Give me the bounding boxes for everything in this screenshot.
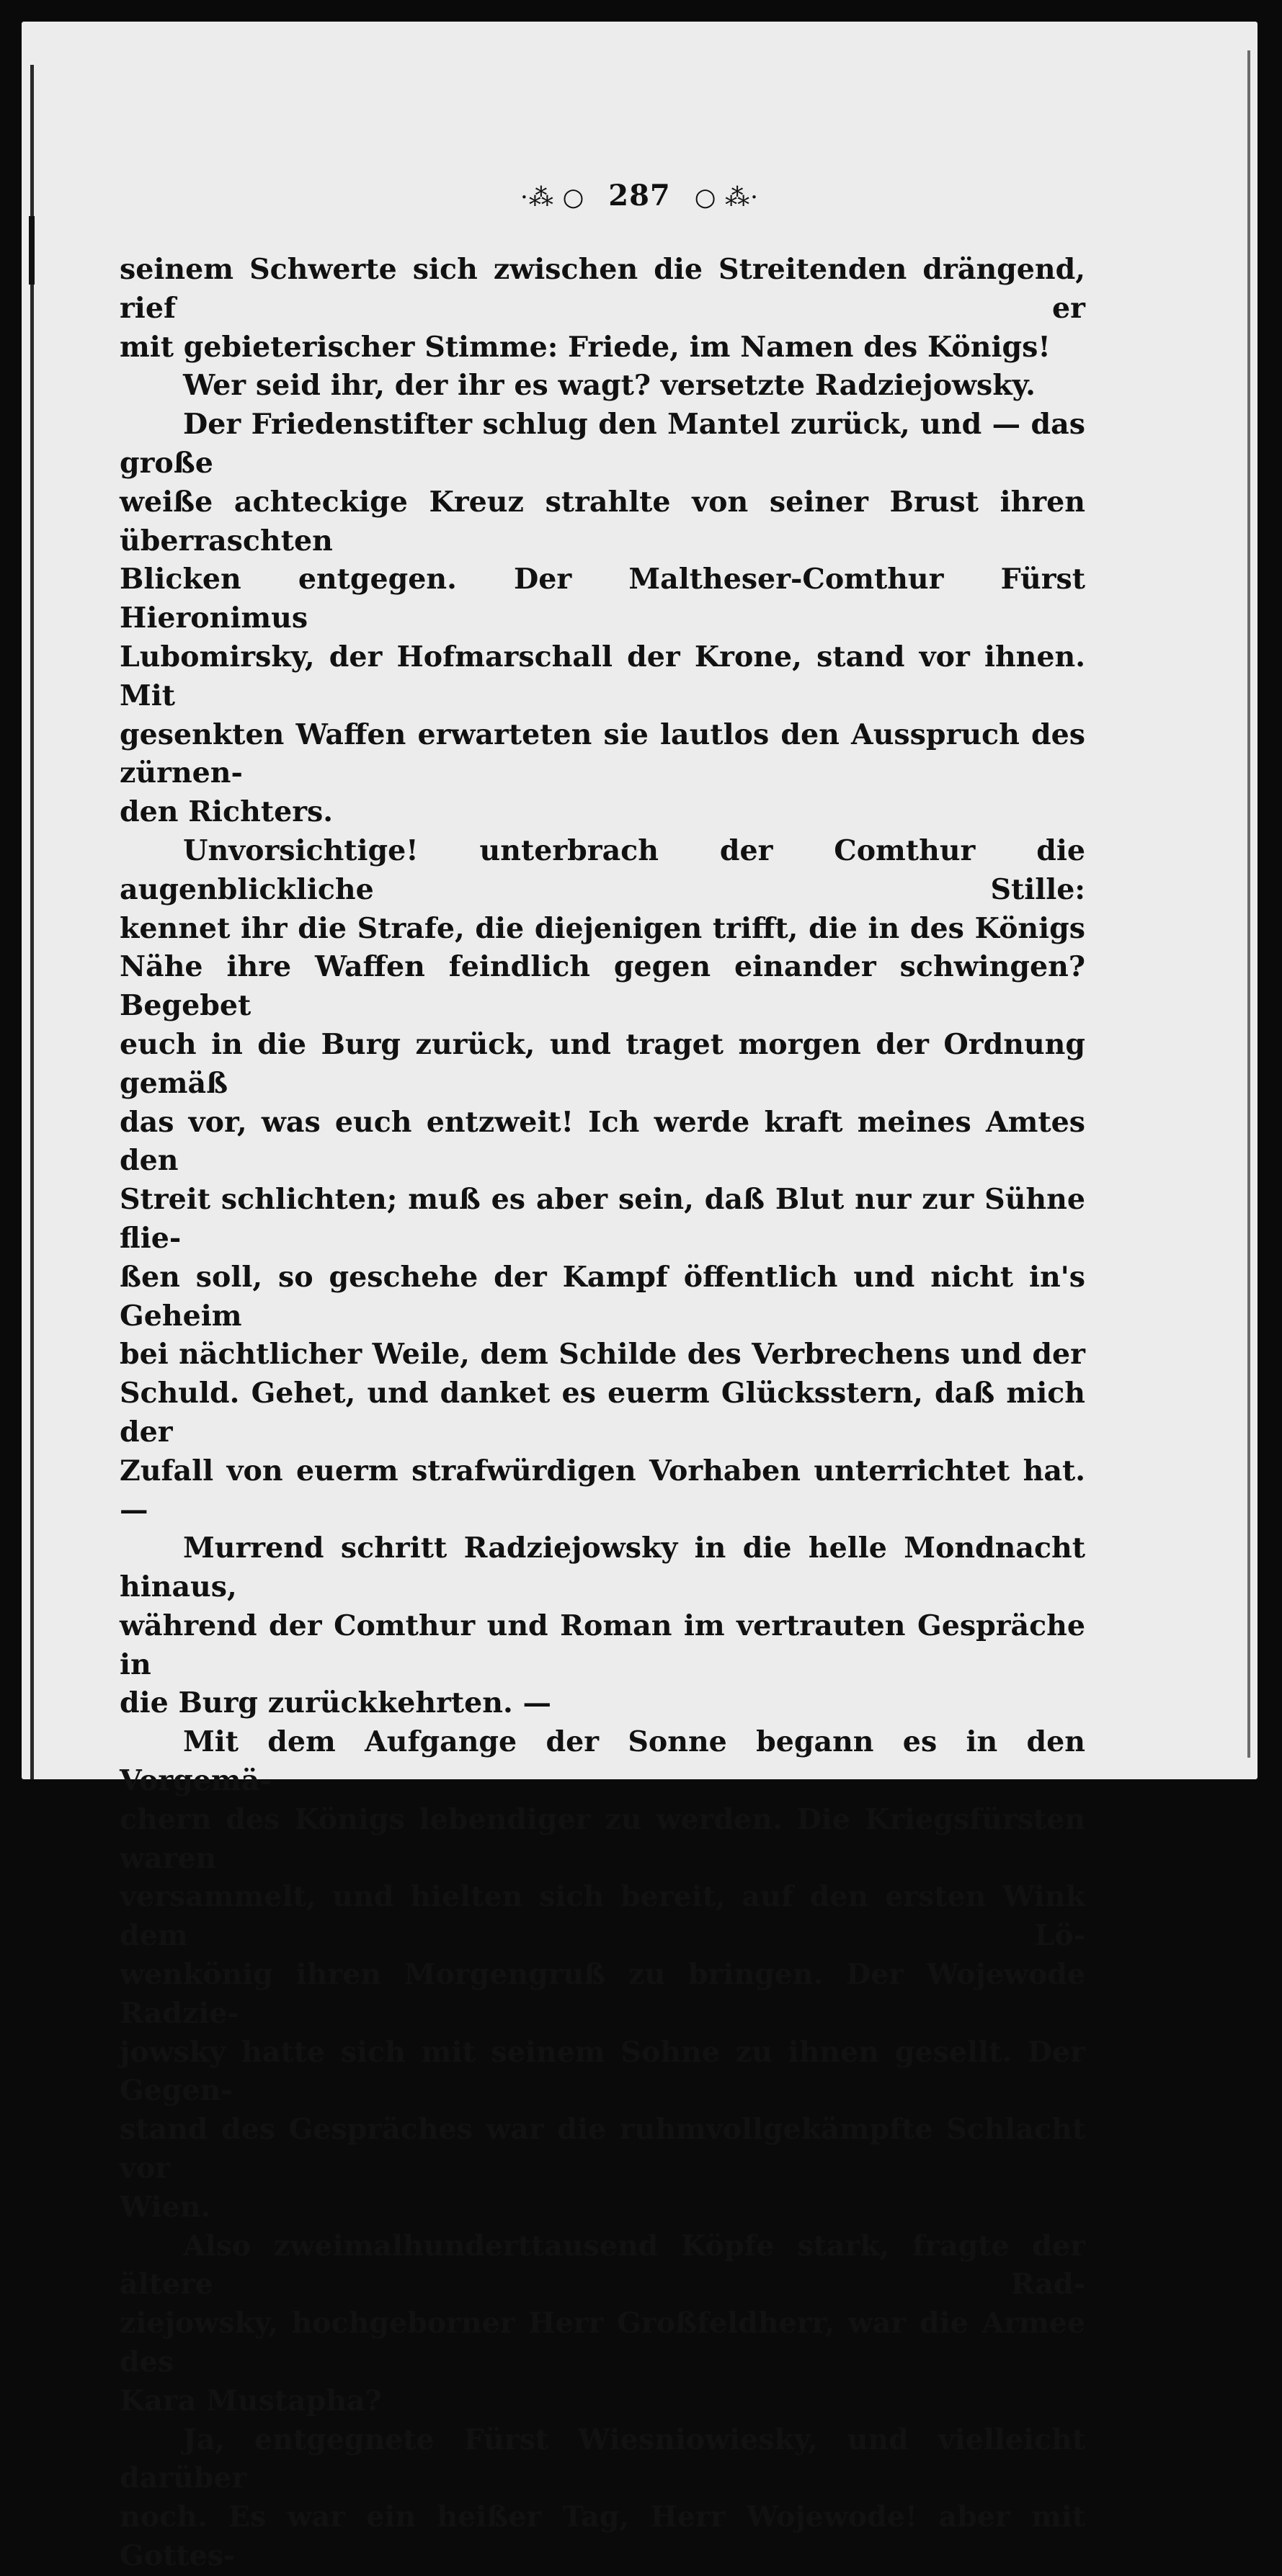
text-line: Wien.	[120, 2190, 211, 2224]
text-line: Kara Mustapha?	[120, 2384, 382, 2418]
text-line: Streit schlichten; muß es aber sein, daß Blut nur zur Sühne flie-	[120, 1183, 1085, 1255]
text-line: seinem Schwerte sich zwischen die Streitenden drängend, rief er	[120, 253, 1085, 325]
body-text	[120, 251, 1085, 2576]
text-line: den Richters.	[120, 795, 333, 829]
text-line: Blicken entgegen. Der Maltheser-Comthur Fürst Hieronimus	[120, 563, 1085, 635]
text-line: Murrend schritt Radziejowsky in die helle Mondnacht hinaus,	[120, 1531, 1085, 1604]
text-line: die Burg zurückkehrten. —	[120, 1686, 552, 1720]
text-line: noch. Es war ein heißer Tag, Herr Wojewode! aber mit Gottes-	[120, 2500, 1085, 2573]
text-line: Lubomirsky, der Hofmarschall der Krone, stand vor ihnen. Mit	[120, 640, 1085, 712]
text-line: Nähe ihre Waffen feindlich gegen einander schwingen? Begebet	[120, 950, 1085, 1023]
text-line: weiße achteckige Kreuz strahlte von seiner Brust ihren überraschten	[120, 485, 1085, 558]
text-line: Schuld. Gehet, und danket es euerm Glücksstern, daß mich der	[120, 1377, 1085, 1449]
text-line: Unvorsichtige! unterbrach der Comthur die augenblickliche Stille:	[120, 833, 1085, 906]
text-line: Der Friedenstifter schlug den Mantel zurück, und — das große	[120, 408, 1085, 480]
text-line: Ja, entgegnete Fürst Wiesniowiesky, und vielleicht darüber	[120, 2423, 1085, 2495]
text-line: euch in die Burg zurück, und traget morgen der Ordnung gemäß	[120, 1027, 1085, 1100]
book-page	[22, 22, 1257, 2573]
text-line: jowsky hatte sich mit seinem Sohne zu ihnen gesellt. Der Gegen-	[120, 2035, 1085, 2108]
text-line: gesenkten Waffen erwarteten sie lautlos den Ausspruch des zürnen-	[120, 717, 1085, 790]
text-line: chern des Königs lebendiger zu werden. Die Kriegsfürsten waren	[120, 1802, 1085, 1875]
binding-edge	[30, 65, 34, 1779]
text-line: Zufall von euerm strafwürdigen Vorhaben unterrichtet hat. —	[120, 1454, 1085, 1526]
text-line: während der Comthur und Roman im vertrauten Gespräche in	[120, 1609, 1085, 1681]
text-line: wenkönig ihren Morgengruß zu bringen. Der Wojewode Radzie-	[120, 1958, 1085, 2030]
page-number: 287	[608, 179, 671, 213]
text-line: das vor, was euch entzweit! Ich werde kraft meines Amtes den	[120, 1105, 1085, 1178]
text-line: mit gebieterischer Stimme: Friede, im Namen des Königs!	[120, 330, 1051, 364]
text-line: versammelt, und hielten sich bereit, auf den ersten Wink dem Lö-	[120, 1880, 1085, 1953]
text-line: kennet ihr die Strafe, die diejenigen trifft, die in des Königs	[120, 911, 1085, 945]
text-line: stand des Gespräches war die ruhmvollgekämpfte Schlacht vor	[120, 2113, 1085, 2186]
text-line: ziejowsky, hochgeborner Herr Großfeldherr, war die Armee des	[120, 2307, 1085, 2379]
page-edge	[1247, 50, 1250, 1758]
text-line: Also zweimalhunderttausend Köpfe stark, fragte der ältere Rad-	[120, 2229, 1085, 2302]
text-line: ßen soll, so geschehe der Kampf öffentlich und nicht in's Geheim	[120, 1260, 1085, 1333]
text-line: Mit dem Aufgange der Sonne begann es in den Vorgemä-	[120, 1725, 1085, 1798]
ornament-left-icon: ·⁂ ○	[520, 183, 585, 212]
text-line: Wer seid ihr, der ihr es wagt? versetzte Radziejowsky.	[183, 369, 1036, 403]
binding-mark	[29, 216, 35, 285]
text-line: bei nächtlicher Weile, dem Schilde des Verbrechens und der	[120, 1338, 1085, 1372]
page-header	[22, 179, 1257, 213]
ornament-right-icon: ○ ⁂·	[694, 183, 759, 212]
